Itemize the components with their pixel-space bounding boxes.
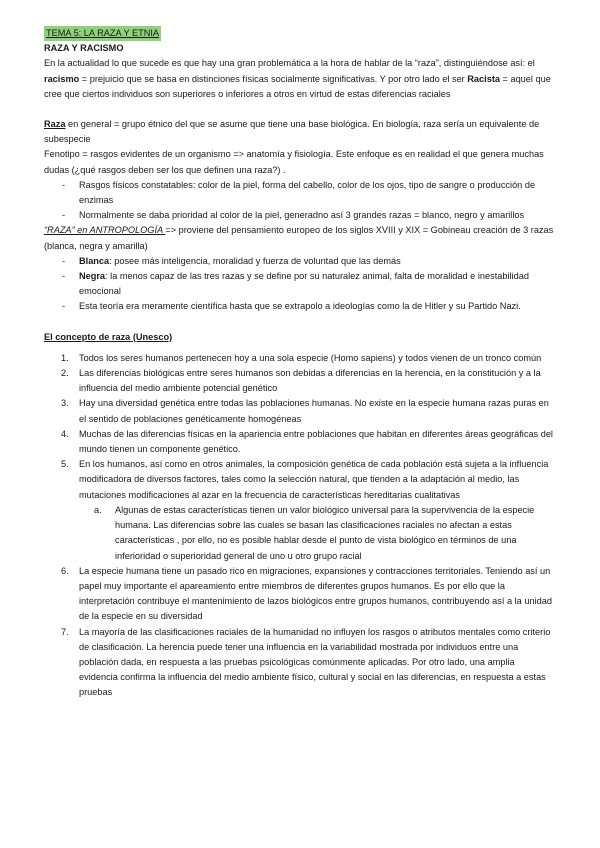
document-title: TEMA 5: LA RAZA Y ETNIA <box>44 26 161 41</box>
paragraph-fenotipo: Fenotipo = rasgos evidentes de un organismo => anatomía y fisiología. Este enfoque es en realidad el que genera muchas dudas (¿qué rasgos deben ser los que definen una raza?) . <box>44 149 544 175</box>
list-item: 6. La especie humana tiene un pasado rico en migraciones, expansiones y contracciones territoriales. Teniendo así un papel muy importante el apareamiento entre miembros de diferentes grupos humanos. Es por ello que la interpretación contribuye el mantenimiento de lazos biológicos entre grupos humanos, contribuyendo así a la unidad de la especie en su diversidad <box>61 565 552 622</box>
term-raza-antropologia: “RAZA” en ANTROPOLOGÍA <box>44 225 166 236</box>
fenotipo-list <box>44 178 556 224</box>
sub-list-item: a. Algunas de estas características tienen un valor biológico universal para la supervivencia de la especie humana. Las diferencias sobre las cuales se basan las clasificaciones raciales no afectan a estas características , por ello, no es posible hablar desde el punto de vista biológico en términos de una inferioridad o superioridad general de uno u otro grupo racial <box>94 504 535 561</box>
list-item: 3. Hay una diversidad genética entre todas las poblaciones humanas. No existe en la especie humana razas puras en el sentido de poblaciones genéticamente homogéneas <box>61 398 549 424</box>
list-item: 2. Las diferencias biológicas entre seres humanos son debidas a diferencias en la herencia, en la constitución y a la influencia del medio ambiente potencial genético <box>61 368 541 394</box>
list-item: - Blanca: posee más inteligencia, moralidad y fuerza de voluntad que las demás <box>44 254 556 269</box>
list-item: - Esta teoría era meramente científica hasta que se extrapolo a ideologías como la de Hitler y su Partido Nazi. <box>44 299 556 314</box>
paragraph-raza: Raza en general = grupo étnico del que se asume que tiene una base biológica. En biología, raza sería un equivalente de subespecie <box>44 119 540 145</box>
term-racista: Racista <box>467 73 500 84</box>
list-item: - Rasgos físicos constatables: color de la piel, forma del cabello, color de los ojos, tipo de sangre o producción de enzimas <box>44 178 556 208</box>
races-list <box>44 254 556 315</box>
list-item: - Negra: la menos capaz de las tres razas y se define por su naturalez animal, falta de moralidad e inestabilidad emocional <box>44 269 556 299</box>
list-item: 4. Muchas de las diferencias físicas en la apariencia entre poblaciones que habitan en diferentes áreas geográficas del mundo tienen un componente genético. <box>61 428 553 455</box>
title-line <box>44 26 556 41</box>
term-raza: Raza <box>44 119 66 130</box>
list-item: 5. En los humanos, así como en otros animales, la composición genética de cada población está sujeta a la influencia modificadora de diversos factores, tales como la selección natural, que tienden a la adaptación al medio, las mutaciones modificaciones al azar en la frecuencia de características hereditarias cualitativas a. Algunas de estas características tienen un valor biológico universal para la supervivencia de la especie humana. Las diferencias sobre las cuales se basan las clasificaciones raciales no afectan a estas características , por ello, no es posible hablar desde el punto de vista biológico en términos de una inferioridad o superioridad general de uno u otro grupo racial <box>44 457 556 563</box>
heading-raza-racismo: RAZA Y RACISMO <box>44 43 124 54</box>
heading-unesco: El concepto de raza (Unesco) <box>44 331 173 342</box>
paragraph-antropologia: “RAZA” en ANTROPOLOGÍA => proviene del pensamiento europeo de los siglos XVIII y XIX = Gobineau creación de 3 razas (blanca, negra y amarilla) <box>44 225 554 251</box>
list-item: 1. Todos los seres humanos pertenecen hoy a una sola especie (Homo sapiens) y todos vienen de un tronco común <box>61 352 542 363</box>
list-item: - Normalmente se daba prioridad al color de la piel, generadno así 3 grandes razas = blanco, negro y amarillos <box>44 208 556 223</box>
paragraph-racismo: En la actualidad lo que sucede es que hay una gran problemática a la hora de hablar de la “raza”, distinguiéndose así: el racismo = prejuicio que se basa en distinciones físicas socialmente significativas. Y por otro lado el ser Racista = aquel que cree que ciertos individuos son superiores o inferiores a otros en virtud de estas diferencias raciales <box>44 58 551 99</box>
term-racismo: racismo <box>44 73 80 84</box>
list-item: 7. La mayoría de las clasificaciones raciales de la humanidad no influyen los rasgos o atributos mentales como criterio de clasificación. La herencia puede tener una influencia en la variabilidad mostrada por individuos entre una población dada, en respuesta a las pruebas psicológicas comúnmente aplicadas. Por otro lado, una amplia evidencia confirma la influencia del medio ambiente físico, cultural y social en las diferencias, en respuesta a estas pruebas <box>61 626 551 698</box>
unesco-list <box>44 351 556 701</box>
document-content <box>44 26 556 701</box>
